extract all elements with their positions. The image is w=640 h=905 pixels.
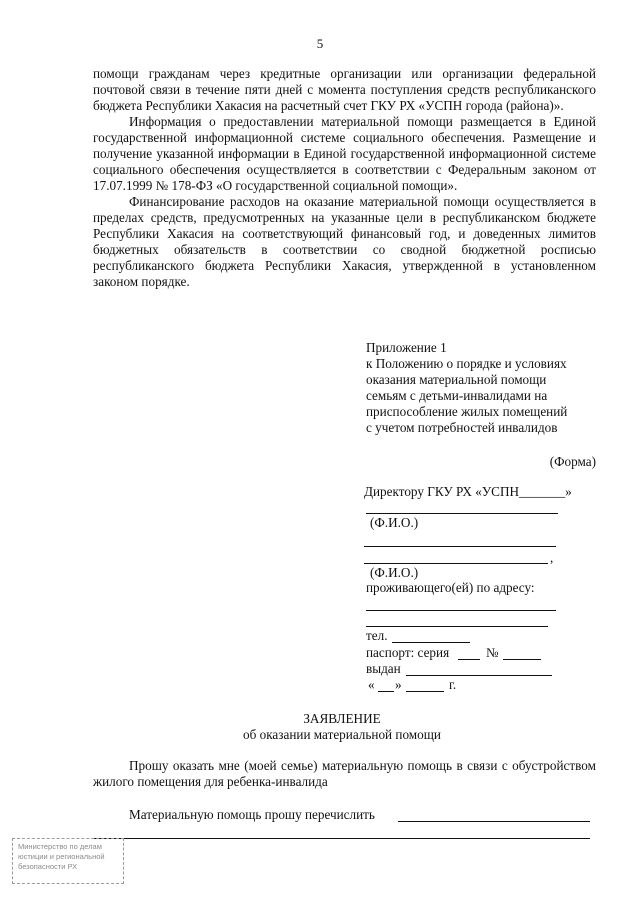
date-day-underline (378, 691, 394, 692)
fio-underline (364, 546, 556, 547)
paragraph-financing: Финансирование расходов на оказание материальной помощи осуществляется в пределах средств, предусмотренных на указанные цели в республиканском бюджете Республики Хакасия на соответствующий финансовый год, и доведенных лимитов бюджетных обязательств в соответствии со сводной бюджетной росписью республиканского бюджета Республики Хакасия, утвержденной в установленном законом порядке. (93, 194, 596, 289)
fio-underline (366, 513, 558, 514)
passport-series-label: паспорт: серия (366, 645, 450, 660)
statement-title: ЗАЯВЛЕНИЕ (303, 711, 381, 726)
date-close-quote: » (395, 677, 402, 692)
passport-no-underline (503, 659, 541, 660)
transfer-label: Материальную помощь прошу перечислить (129, 807, 375, 822)
fio-label: (Ф.И.О.) (370, 515, 419, 530)
date-open-quote: « (368, 677, 375, 692)
stamp-line: Министерство по делам (18, 842, 102, 851)
fio-underline (364, 563, 548, 564)
paragraph-information: Информация о предоставлении материальной помощи размещается в Единой государственной информационной системе социального обеспечения. Размещение и получение указанной информации в Единой государственной информационной системе социального обеспечения осуществляется в соответствии с Федеральным законом от 17.07.1999 № 178-ФЗ «О государственной социальной помощи». (93, 114, 596, 193)
tel-label: тел. (366, 628, 388, 643)
statement-subtitle: об оказании материальной помощи (243, 727, 441, 742)
appendix-line: приспособление жилых помещений (366, 404, 568, 419)
transfer-underline (93, 838, 590, 839)
date-month-underline (406, 691, 444, 692)
issued-underline (406, 675, 552, 676)
issued-label: выдан (366, 661, 401, 676)
transfer-underline (398, 821, 590, 822)
passport-no-label: № (486, 645, 499, 660)
tel-underline (392, 642, 470, 643)
appendix-line: Приложение 1 (366, 340, 447, 355)
body-text (93, 66, 596, 290)
fio-label: (Ф.И.О.) (370, 565, 419, 580)
date-year-label: г. (449, 677, 457, 692)
appendix-line: семьям с детьми-инвалидами на (366, 388, 548, 403)
appendix-line: с учетом потребностей инвалидов (366, 420, 558, 435)
appendix-line: оказания материальной помощи (366, 372, 547, 387)
paragraph-payment: помощи гражданам через кредитные организации или организации федеральной почтовой связи в течение пяти дней с момента поступления средств республиканского бюджета Республики Хакасия на расчетный счет ГКУ РХ «УСПН города (района)». (93, 66, 596, 113)
statement-request: Прошу оказать мне (моей семье) материальную помощь в связи с обустройством жилого помещения для ребенка-инвалида (93, 758, 596, 789)
stamp-line: юстиции и региональной (18, 852, 105, 861)
passport-series-underline (458, 659, 480, 660)
residing-label: проживающего(ей) по адресу: (366, 580, 535, 595)
stamp-line: безопасности РХ (18, 862, 78, 871)
address-underline (366, 610, 556, 611)
address-underline (366, 626, 548, 627)
comma: , (550, 550, 554, 565)
director-line: Директору ГКУ РХ «УСПН_______» (364, 484, 572, 499)
form-label: (Форма) (549, 454, 596, 469)
registry-stamp (12, 838, 124, 884)
appendix-line: к Положению о порядке и условиях (366, 356, 567, 371)
page-number: 5 (316, 36, 324, 51)
appendix-header (366, 340, 601, 436)
